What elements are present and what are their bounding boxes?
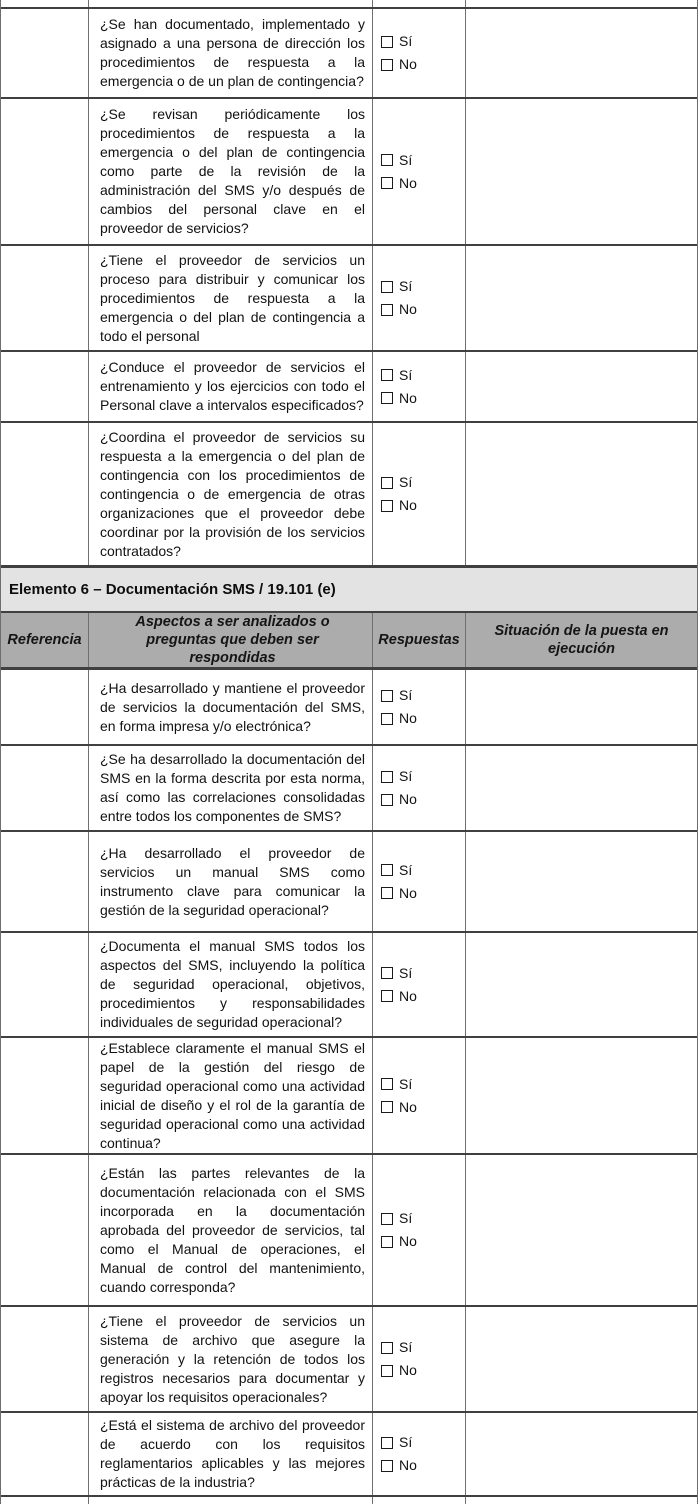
option-no[interactable] [381, 302, 465, 317]
question-row [1, 832, 697, 933]
option-yes-label: Sí [399, 474, 413, 490]
option-yes[interactable] [381, 153, 465, 168]
checkbox-icon [381, 304, 393, 316]
option-yes-label: Sí [399, 768, 413, 784]
question-cell [89, 0, 373, 7]
question-row [1, 1038, 697, 1155]
question-row [1, 1307, 697, 1413]
checkbox-icon [381, 690, 393, 702]
option-yes[interactable] [381, 863, 465, 878]
checkbox-icon [381, 1101, 393, 1113]
respuestas-cell [373, 352, 466, 421]
option-no[interactable] [381, 886, 465, 901]
option-no-label: No [399, 56, 417, 72]
respuestas-cell [373, 1155, 466, 1305]
option-no[interactable] [381, 989, 465, 1004]
checkbox-icon [381, 59, 393, 71]
option-no-label: No [399, 1362, 417, 1378]
question-row [1, 352, 697, 423]
table-header-row [1, 613, 697, 670]
respuestas-cell [373, 670, 466, 744]
referencia-cell [1, 832, 89, 931]
referencia-cell [1, 246, 89, 350]
respuestas-cell [373, 0, 466, 7]
situacion-cell [466, 1307, 697, 1411]
referencia-cell [1, 1413, 89, 1495]
checkbox-icon [381, 281, 393, 293]
respuestas-cell [373, 1413, 466, 1495]
column-header-respuestas: Respuestas [373, 613, 466, 667]
question-row [1, 746, 697, 832]
checkbox-icon [381, 1437, 393, 1449]
option-yes[interactable] [381, 475, 465, 490]
question-row [1, 423, 697, 568]
situacion-cell [466, 670, 697, 744]
column-header-situacion [466, 613, 697, 667]
question-cell [89, 423, 373, 565]
option-no-label: No [399, 174, 417, 191]
situacion-cell [466, 1413, 697, 1495]
option-yes[interactable] [381, 368, 465, 383]
option-yes[interactable] [381, 1435, 465, 1450]
referencia-cell [1, 99, 89, 244]
situacion-cell [466, 423, 697, 565]
question-text: ¿Ha desarrollado y mantiene el proveedor de servicios la documentación del SMS, en forma impresa y/o electrónica? [100, 679, 365, 734]
option-yes-label: Sí [399, 278, 413, 294]
option-yes[interactable] [381, 34, 465, 49]
situacion-cell [466, 832, 697, 931]
checkbox-icon [381, 771, 393, 783]
situacion-cell [466, 1155, 697, 1305]
respuestas-cell [373, 1307, 466, 1411]
respuestas-cell [373, 1038, 466, 1153]
option-no[interactable] [381, 792, 465, 807]
option-no-label: No [399, 1098, 417, 1115]
referencia-cell [1, 9, 89, 97]
column-header-aspectos-text: Aspectos a ser analizados o preguntas que deben ser respondidas [135, 614, 330, 666]
respuestas-cell [373, 1497, 466, 1504]
respuestas-cell [373, 246, 466, 350]
column-header-aspectos [89, 613, 373, 667]
option-yes-label: Sí [399, 1210, 413, 1226]
option-yes-label: Sí [399, 687, 413, 703]
question-text: ¿Documenta el manual SMS todos los aspectos del SMS, incluyendo la política de seguridad operacional, objetivos, procedimientos y responsabilidades individuales de seguridad operacional? [100, 938, 365, 1030]
column-header-situacion-text: Situación de la puesta en ejecución [494, 623, 669, 657]
question-text: ¿Está el sistema de archivo del proveedor de acuerdo con los requisitos reglamentarios aplicables y las mejores prácticas de la industria? [100, 1417, 365, 1490]
option-no[interactable] [381, 176, 465, 191]
option-no-label: No [399, 301, 417, 317]
option-yes[interactable] [381, 1077, 465, 1092]
checkbox-icon [381, 1460, 393, 1472]
checkbox-icon [381, 990, 393, 1002]
checkbox-icon [381, 500, 393, 512]
referencia-cell [1, 1307, 89, 1411]
situacion-cell [466, 1038, 697, 1153]
option-yes[interactable] [381, 769, 465, 784]
respuestas-cell [373, 746, 466, 830]
option-yes-label: Sí [399, 861, 413, 878]
option-no[interactable] [381, 1234, 465, 1249]
question-row [1, 933, 697, 1038]
option-yes[interactable] [381, 688, 465, 703]
respuestas-cell [373, 423, 466, 565]
option-no-label: No [399, 987, 417, 1004]
option-no[interactable] [381, 391, 465, 406]
option-yes-label: Sí [399, 1339, 413, 1355]
option-yes-label: Sí [399, 964, 413, 981]
situacion-cell [466, 0, 697, 7]
option-yes-label: Sí [399, 33, 413, 49]
question-row [1, 1413, 697, 1497]
option-no-label: No [399, 1457, 417, 1473]
respuestas-cell [373, 933, 466, 1036]
partial-row-bottom [1, 1497, 697, 1504]
referencia-cell [1, 423, 89, 565]
referencia-cell [1, 0, 89, 7]
question-cell [89, 9, 373, 97]
partial-row-top [1, 0, 697, 9]
situacion-cell [466, 99, 697, 244]
respuestas-cell [373, 99, 466, 244]
question-text: ¿Establece claramente el manual SMS el papel de la gestión del riesgo de seguridad operacional como una actividad inicial de diseño y el rol de la garantía de seguridad operacional como una actividad continua? [100, 1039, 365, 1151]
checkbox-icon [381, 369, 393, 381]
question-cell [89, 99, 373, 244]
question-cell [89, 1038, 373, 1153]
situacion-cell [466, 9, 697, 97]
question-row [1, 246, 697, 352]
question-cell [89, 746, 373, 830]
option-no-label: No [399, 710, 417, 726]
respuestas-cell [373, 9, 466, 97]
checkbox-icon [381, 794, 393, 806]
situacion-cell [466, 1497, 697, 1504]
referencia-cell [1, 670, 89, 744]
option-no[interactable] [381, 1458, 465, 1473]
checkbox-icon [381, 392, 393, 404]
option-yes[interactable] [381, 1211, 465, 1226]
respuestas-cell [373, 832, 466, 931]
question-row [1, 670, 697, 746]
question-row [1, 1155, 697, 1307]
option-yes-label: Sí [399, 1434, 413, 1450]
checkbox-icon [381, 713, 393, 725]
checkbox-icon [381, 477, 393, 489]
checkbox-icon [381, 864, 393, 876]
question-cell [89, 832, 373, 931]
option-no-label: No [399, 791, 417, 807]
question-text: ¿Tiene el proveedor de servicios un proceso para distribuir y comunicar los procedimientos de respuesta a la emergencia o del plan de contingencia a todo el personal [100, 251, 365, 344]
column-header-referencia: Referencia [1, 613, 89, 667]
question-row [1, 9, 697, 99]
referencia-cell [1, 1038, 89, 1153]
question-cell [89, 1497, 373, 1504]
question-text: ¿Tiene el proveedor de servicios un sistema de archivo que asegure la generación y la retención de todos los registros necesarios para documentar y apoyar los requisitos operacionales? [100, 1312, 365, 1405]
situacion-cell [466, 746, 697, 830]
referencia-cell [1, 352, 89, 421]
question-text: ¿Se han documentado, implementado y asignado a una persona de dirección los procedimientos de respuesta a la emergencia o de un plan de contingencia? [100, 16, 365, 89]
option-no[interactable] [381, 711, 465, 726]
question-cell [89, 1307, 373, 1411]
option-no-label: No [399, 884, 417, 901]
question-text: ¿Coordina el proveedor de servicios su respuesta a la emergencia o del plan de contingencia con los procedimientos de contingencia o de emergencia de otras organizaciones que el proveedor debe coordinar por la provisión de los servicios contratados? [100, 428, 365, 559]
question-text: ¿Están las partes relevantes de la documentación relacionada con el SMS incorporada en la documentación aprobada del proveedor de servicios, tal como el Manual de operaciones, el Manual de control del mantenimiento, cuando corresponda? [100, 1164, 365, 1295]
situacion-cell [466, 352, 697, 421]
checkbox-icon [381, 1236, 393, 1248]
option-yes-label: Sí [399, 151, 413, 168]
question-cell [89, 1413, 373, 1495]
question-cell [89, 933, 373, 1036]
question-text: ¿Conduce el proveedor de servicios el entrenamiento y los ejercicios con todo el Personal clave a intervalos especificados? [100, 359, 365, 413]
situacion-cell [466, 933, 697, 1036]
option-yes[interactable] [381, 1340, 465, 1355]
question-text: ¿Se revisan periódicamente los procedimientos de respuesta a la emergencia o del plan de contingencia como parte de la revisión de la administración del SMS y/o después de cambios del personal clave en el proveedor de servicios? [100, 106, 365, 236]
checkbox-icon [381, 1365, 393, 1377]
option-no-label: No [399, 389, 417, 406]
referencia-cell [1, 1155, 89, 1305]
section-header: Elemento 6 – Documentación SMS / 19.101 (e) [1, 568, 697, 613]
checkbox-icon [381, 1213, 393, 1225]
option-no[interactable] [381, 1100, 465, 1115]
checkbox-icon [381, 1342, 393, 1354]
option-yes-label: Sí [399, 366, 413, 383]
option-yes-label: Sí [399, 1075, 413, 1092]
question-text: ¿Se ha desarrollado la documentación del SMS en la forma descrita por esta norma, así como las correlaciones consolidadas entre todos los componentes de SMS? [100, 751, 365, 824]
option-yes[interactable] [381, 966, 465, 981]
situacion-cell [466, 246, 697, 350]
option-no-label: No [399, 497, 417, 513]
referencia-cell [1, 933, 89, 1036]
question-cell [89, 352, 373, 421]
checkbox-icon [381, 887, 393, 899]
checkbox-icon [381, 1078, 393, 1090]
question-cell [89, 670, 373, 744]
option-yes[interactable] [381, 279, 465, 294]
option-no-label: No [399, 1233, 417, 1249]
question-cell [89, 246, 373, 350]
question-cell [89, 1155, 373, 1305]
question-row [1, 99, 697, 246]
option-no[interactable] [381, 498, 465, 513]
referencia-cell [1, 746, 89, 830]
checkbox-icon [381, 36, 393, 48]
referencia-cell [1, 1497, 89, 1504]
checkbox-icon [381, 967, 393, 979]
option-no[interactable] [381, 57, 465, 72]
option-no[interactable] [381, 1363, 465, 1378]
question-text: ¿Ha desarrollado el proveedor de servicios un manual SMS como instrumento clave para comunicar la gestión de la seguridad operacional? [100, 844, 365, 918]
checkbox-icon [381, 177, 393, 189]
checkbox-icon [381, 154, 393, 166]
